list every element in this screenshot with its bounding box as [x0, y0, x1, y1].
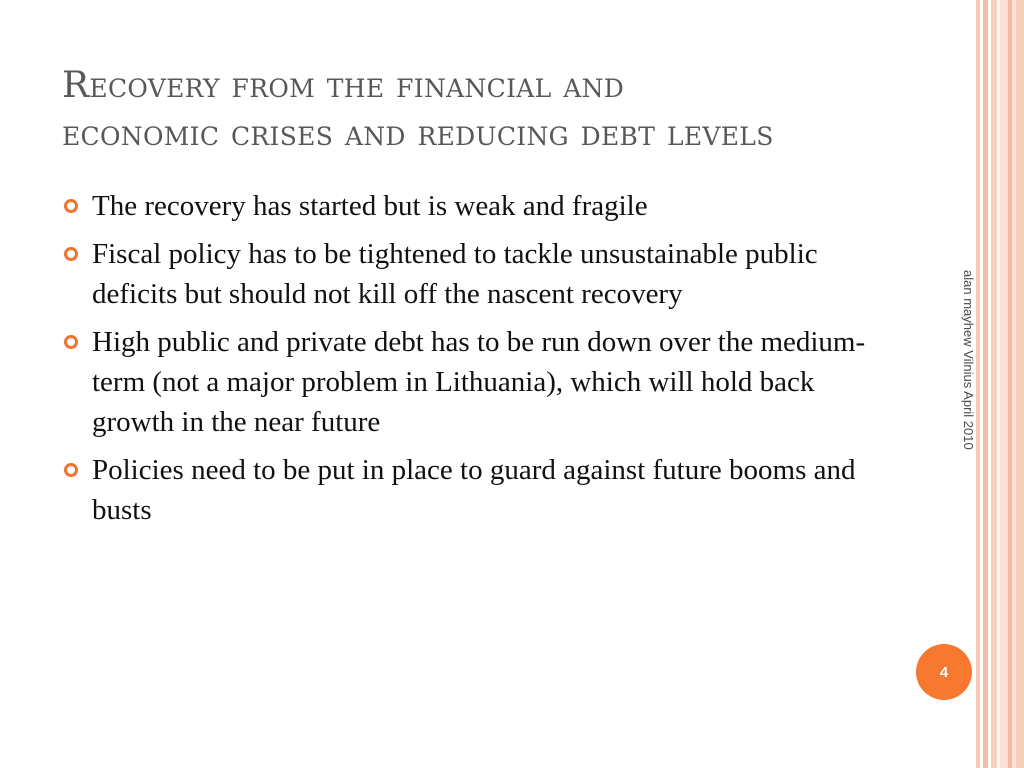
- bullet-text: Policies need to be put in place to guard against future booms and busts: [92, 454, 856, 526]
- edge-stripe: [976, 0, 980, 768]
- bullet-item: [62, 234, 882, 314]
- slide-title: [62, 62, 942, 158]
- bullet-text: The recovery has started but is weak and fragile: [92, 190, 648, 222]
- slide-title-line-2: economic crises and reducing debt levels: [62, 113, 774, 154]
- bullet-text: High public and private debt has to be run down over the medium-term (not a major problem in Lithuania), which will hold back growth in the near future: [92, 326, 866, 438]
- edge-stripe: [1008, 0, 1012, 768]
- bullet-circle-icon: [64, 335, 78, 349]
- edge-stripe: [983, 0, 988, 768]
- bullet-circle-icon: [64, 199, 78, 213]
- bullet-circle-icon: [64, 463, 78, 477]
- bullet-list: [62, 186, 882, 538]
- bullet-item: [62, 450, 882, 530]
- bullet-item: [62, 186, 882, 226]
- edge-stripe: [1016, 0, 1024, 768]
- edge-stripe: [991, 0, 997, 768]
- bullet-circle-icon: [64, 247, 78, 261]
- page-number-badge: 4: [916, 644, 972, 700]
- bullet-item: [62, 322, 882, 442]
- bullet-text: Fiscal policy has to be tightened to tackle unsustainable public deficits but should not kill off the nascent recovery: [92, 238, 818, 310]
- slide-footer: alan mayhew Vilnius April 2010: [961, 270, 976, 450]
- slide-title-line-1: Recovery from the financial and: [62, 65, 625, 106]
